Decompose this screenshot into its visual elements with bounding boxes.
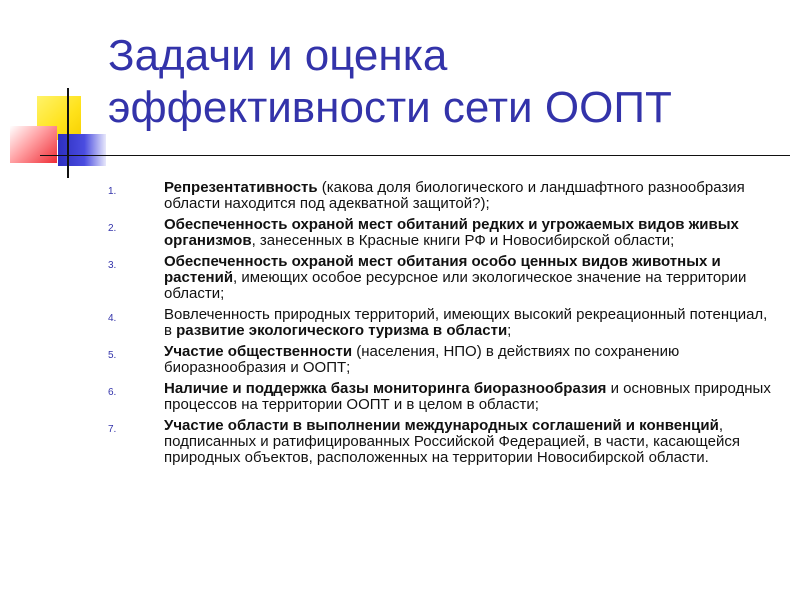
item-bold-text: Наличие и поддержка базы мониторинга биоразнообразия [164,380,607,397]
item-text: (населения, НПО) в действиях по сохранению биоразнообразия и ООПТ; [164,343,680,376]
slide-title: Задачи и оценка эффективности сети ООПТ [108,31,672,132]
item-number: 5. [108,350,117,361]
decor-blue-square [58,134,106,166]
item-number: 6. [108,387,117,398]
item-text: , подписанных и ратифицированных Российской Федерацией, в части, касающейся природных объектов, расположенных на территории Новосибирской области. [164,417,740,466]
item-number: 2. [108,223,117,234]
item-number: 4. [108,313,117,324]
item-bold-text: Репрезентативность [164,179,318,196]
item-bold-text: Участие общественности [164,343,353,360]
item-number: 7. [108,424,117,435]
item-bold-text: Обеспеченность охраной мест обитания особо ценных видов животных и растений [164,253,721,286]
list-item [108,344,778,376]
title-underline [40,155,790,156]
list-item [108,217,778,249]
item-text: , занесенных в Красные книги РФ и Новосибирской области; [251,232,675,249]
item-number: 1. [108,186,117,197]
list-item [108,254,778,302]
item-text-prefix: Вовлеченность природных территорий, имеющих высокий рекреационный потенциал, в [164,306,768,339]
item-text: ; [507,322,512,339]
item-bold-text: развитие экологического туризма в области [176,322,508,339]
list-item [108,307,778,339]
list-item [108,381,778,413]
item-number: 3. [108,260,117,271]
item-text: (какова доля биологического и ландшафтного разнообразия области находится под адекватной защитой?); [164,179,745,212]
item-bold-text: Участие области в выполнении международных соглашений и конвенций [164,417,719,434]
decor-red-square [10,126,57,163]
item-text: и основных природных процессов на территории ООПТ и в целом в области; [164,380,771,413]
decor-vertical-line [67,88,69,178]
task-list [108,180,778,471]
list-item [108,418,778,466]
item-bold-text: Обеспеченность охраной мест обитаний редких и угрожаемых видов живых организмов [164,216,739,249]
item-text: , имеющих особое ресурсное или экологическое значение на территории области; [164,269,747,302]
list-item [108,180,778,212]
